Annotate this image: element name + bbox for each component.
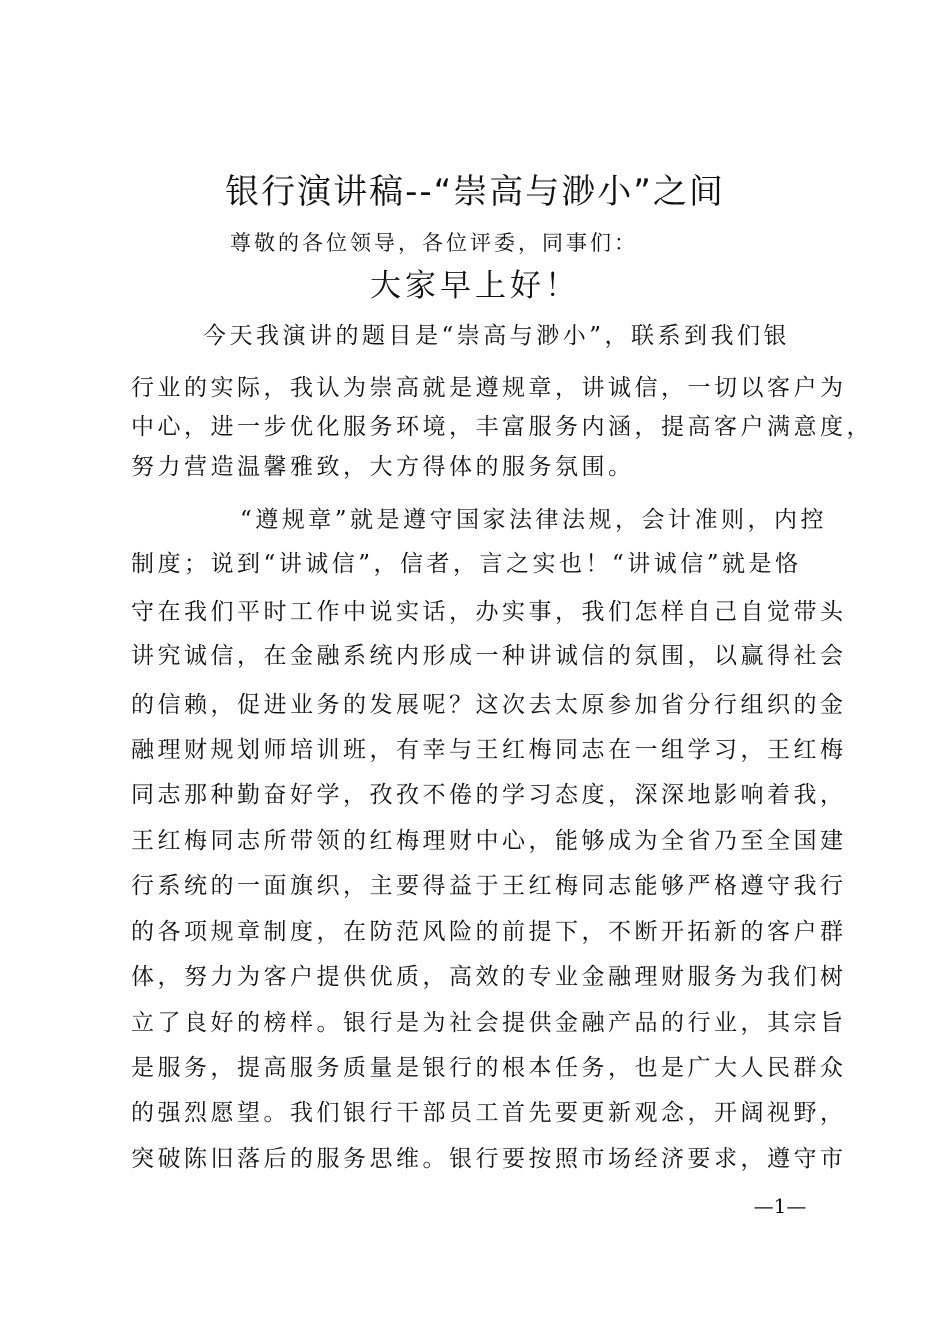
- paragraph-1-line: 中心，进一步优化服务环境，丰富服务内涵，提高客户满意度，: [131, 414, 873, 440]
- paragraph-2-line: 的各项规章制度，在防范风险的前提下，不断开拓新的客户群: [131, 919, 847, 945]
- greeting: 大家早上好！: [370, 268, 580, 304]
- paragraph-1-line: 今天我演讲的题目是“崇高与渺小”，联系到我们银: [203, 323, 791, 349]
- paragraph-2-line: 守在我们平时工作中说实话，办实事，我们怎样自己自觉带头: [131, 599, 847, 625]
- paragraph-2-line: 的强烈愿望。我们银行干部员工首先要更新观念，开阔视野，: [131, 1100, 847, 1126]
- paragraph-2-line: 突破陈旧落后的服务思维。银行要按照市场经济要求，遵守市: [131, 1146, 847, 1172]
- paragraph-1-line: 行业的实际，我认为崇高就是遵规章，讲诚信，一切以客户为: [131, 375, 847, 401]
- paragraph-2-line: 体，努力为客户提供优质，高效的专业金融理财服务为我们树: [131, 964, 847, 990]
- paragraph-2-line: 融理财规划师培训班，有幸与王红梅同志在一组学习，王红梅: [131, 737, 847, 763]
- salutation: 尊敬的各位领导，各位评委，同事们：: [230, 231, 638, 255]
- paragraph-2-line: 立了良好的榜样。银行是为社会提供金融产品的行业，其宗旨: [131, 1010, 847, 1036]
- paragraph-2-line: 同志那种勤奋好学，孜孜不倦的学习态度，深深地影响着我，: [131, 782, 847, 808]
- paragraph-1-line: 努力营造温馨雅致，大方得体的服务氛围。: [131, 454, 635, 480]
- paragraph-2-line: “遵规章”就是遵守国家法律法规，会计准则，内控: [240, 507, 828, 533]
- paragraph-2-line: 是服务，提高服务质量是银行的根本任务，也是广大人民群众: [131, 1055, 847, 1081]
- paragraph-2-line: 王红梅同志所带领的红梅理财中心，能够成为全省乃至全国建: [131, 828, 847, 854]
- paragraph-2-line: 的信赖，促进业务的发展呢？这次去太原参加省分行组织的金: [131, 692, 847, 718]
- paragraph-2-line: 行系统的一面旗织，主要得益于王红梅同志能够严格遵守我行: [131, 873, 847, 899]
- paragraph-2-line: 制度；说到“讲诚信”，信者，言之实也！“讲诚信”就是恪: [131, 551, 802, 577]
- paragraph-2-line: 讲究诚信，在金融系统内形成一种讲诚信的氛围，以赢得社会: [131, 643, 847, 669]
- document-title: 银行演讲稿--“崇高与渺小”之间: [225, 172, 725, 212]
- page-number: —1—: [753, 1194, 807, 1218]
